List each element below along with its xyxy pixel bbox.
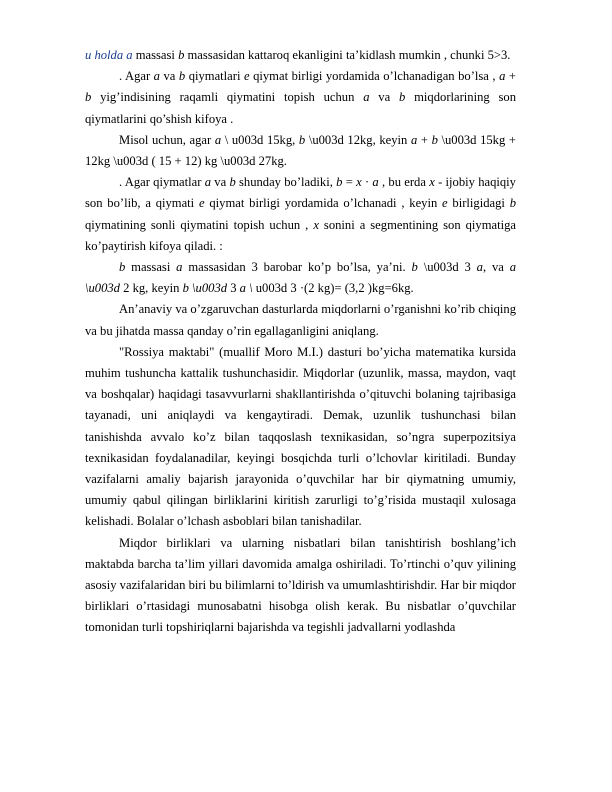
text-run: b	[411, 260, 418, 275]
text-run: +	[417, 132, 432, 147]
text-run: qiymat birligi yordamida o’lchanadi , keyin	[204, 196, 443, 211]
text-run: a	[476, 260, 483, 275]
text-run: 2 kg, keyin	[119, 281, 183, 296]
text-run: b	[229, 175, 236, 190]
text-run: shunday bo’ladiki,	[235, 175, 337, 190]
text-run: An’anaviy va o’zgaruvchan dasturlarda miqdorlarni o’rganishni ko’rib chiqing va bu jihatda massa qanday o’rin egallaganligini aniqlang.	[85, 302, 516, 338]
text-run: , bu erda	[378, 175, 430, 190]
text-run: a \u003d	[85, 260, 516, 296]
text-run: a	[153, 69, 160, 84]
paragraph-2	[85, 130, 516, 172]
text-run: Miqdor birliklari va ularning nisbatlari bilan tanishtirish boshlang’ich maktabda barcha ta’lim yillari davomida amalga oshiriladi. To’rtinchi o’quv yilining asosiy vazifalaridan biri bu bilimlarni to’ldirish va umumlashtirishdir. Har bir miqdor birliklari o’rtasidagi munosabatni hisobga olish kerak. Bu nisbatlar o’quvchilar tomonidan turli topshiriqlarni bajarishda va tegishli jadvallarni yodlashda	[85, 535, 516, 635]
text-run: qiymatlari	[185, 69, 244, 84]
text-run: massasi	[132, 48, 179, 62]
text-run: . Agar	[119, 69, 154, 84]
paragraph-3	[85, 172, 516, 257]
document-page	[85, 45, 516, 639]
text-run: =	[342, 175, 357, 190]
text-run: a	[372, 175, 379, 190]
text-run: - ijobiy haqiqiy son bo’lib, a qiymati	[85, 175, 516, 211]
text-run: massasidan 3 barobar ko’p bo’lsa, ya’ni.	[182, 260, 412, 275]
text-run: e	[442, 196, 448, 211]
paragraph-0	[85, 45, 516, 66]
text-run: e	[198, 196, 205, 211]
text-run: \u003d 12kg, keyin	[305, 132, 411, 147]
text-run: b	[431, 132, 438, 147]
paragraph-5	[85, 299, 516, 341]
text-run: b	[509, 196, 516, 211]
text-run: b	[399, 90, 406, 105]
text-run: b	[119, 260, 126, 275]
text-run: \u003d 15kg + 12kg \u003d ( 15 + 12) kg \u003d 27kg.	[85, 132, 516, 169]
paragraph-1	[85, 66, 516, 130]
text-run: \u003d 3	[417, 260, 477, 275]
text-run: x	[429, 175, 435, 190]
text-run: Misol uchun, agar	[119, 132, 215, 147]
text-run: a	[126, 48, 133, 62]
text-run: va	[211, 175, 230, 190]
text-run: \ u003d 15kg,	[221, 132, 299, 147]
text-run: miqdorlarining son qiymatlarini qo’shish kifoya .	[85, 90, 516, 126]
text-run: massasidan kattaroq ekanligini ta’kidlash mumkin , chunki 5>3.	[184, 48, 511, 62]
text-run: b	[178, 69, 186, 84]
text-run: a \	[239, 281, 253, 296]
text-run: b	[85, 90, 92, 105]
text-run: b	[178, 48, 185, 62]
text-run: sonini a segmentining son qiymatiga ko’paytirish kifoya qiladi. :	[85, 217, 516, 253]
text-run: a	[499, 69, 506, 84]
text-run: b \u003d	[182, 281, 228, 296]
text-run: b	[298, 132, 306, 147]
paragraph-6	[85, 342, 516, 533]
text-run: a	[214, 132, 222, 147]
text-run: +	[505, 69, 516, 84]
paragraph-4	[85, 257, 516, 299]
text-run: x	[356, 175, 362, 190]
text-run: u003d 3 ·(2 kg)= (3,2 )kg=6kg.	[252, 281, 414, 296]
text-run: a	[176, 260, 183, 275]
text-run: birligidagi	[447, 196, 510, 211]
text-run: yig’indisining raqamli qiymatini topish uchun	[91, 90, 364, 105]
text-run: qiymatining sonli qiymatini topish uchun ,	[85, 217, 314, 232]
text-run: e	[243, 69, 250, 84]
text-run: "Rossiya maktabi" (muallif Moro M.I.) dasturi bo’yicha matematika kursida muhim tushuncha kattalik tushunchasidir. Miqdorlar (uzunlik, massa, maydon, vaqt va boshqalar) haqidagi tasavvurlarni shakllantirishda o’qituvchi bolaning tajribasiga tayanadi, uni aniqlaydi va kengaytiradi. Demak, uzunlik tushunchasi bilan tanishishda avvalo ko’z bilan taqqoslash texnikasidan, so’ngra superpozitsiya texnikasidan foydalanadilar, keyingi bosqichda turli o’lchovlar kiritiladi. Bunday vazifalarni amaliy bajarish jarayonida o’quvchilar har bir qiymatning umumiy, umumiy qabul qilingan birliklarini kiritish zarurligi to’g’risida mustaqil xulosaga kelishadi. Bolalar o’lchash asboblari bilan tanishadilar.	[85, 344, 516, 529]
text-run: va	[369, 90, 400, 105]
text-run: a	[410, 132, 418, 147]
text-run: massasi	[125, 260, 177, 275]
text-run: x	[313, 217, 319, 232]
text-run: u holda	[85, 48, 127, 62]
text-run: a	[363, 90, 370, 105]
text-run: va	[159, 69, 179, 84]
text-run: . Agar qiymatlar	[119, 175, 205, 190]
text-run: a	[204, 175, 211, 190]
text-run: , va	[482, 260, 510, 275]
text-run: ·	[361, 175, 373, 190]
text-run: b	[336, 175, 343, 190]
text-run: qiymat birligi yordamida o’lchanadigan bo’lsa ,	[249, 69, 500, 84]
text-run: 3	[227, 281, 240, 296]
paragraph-7	[85, 533, 516, 639]
